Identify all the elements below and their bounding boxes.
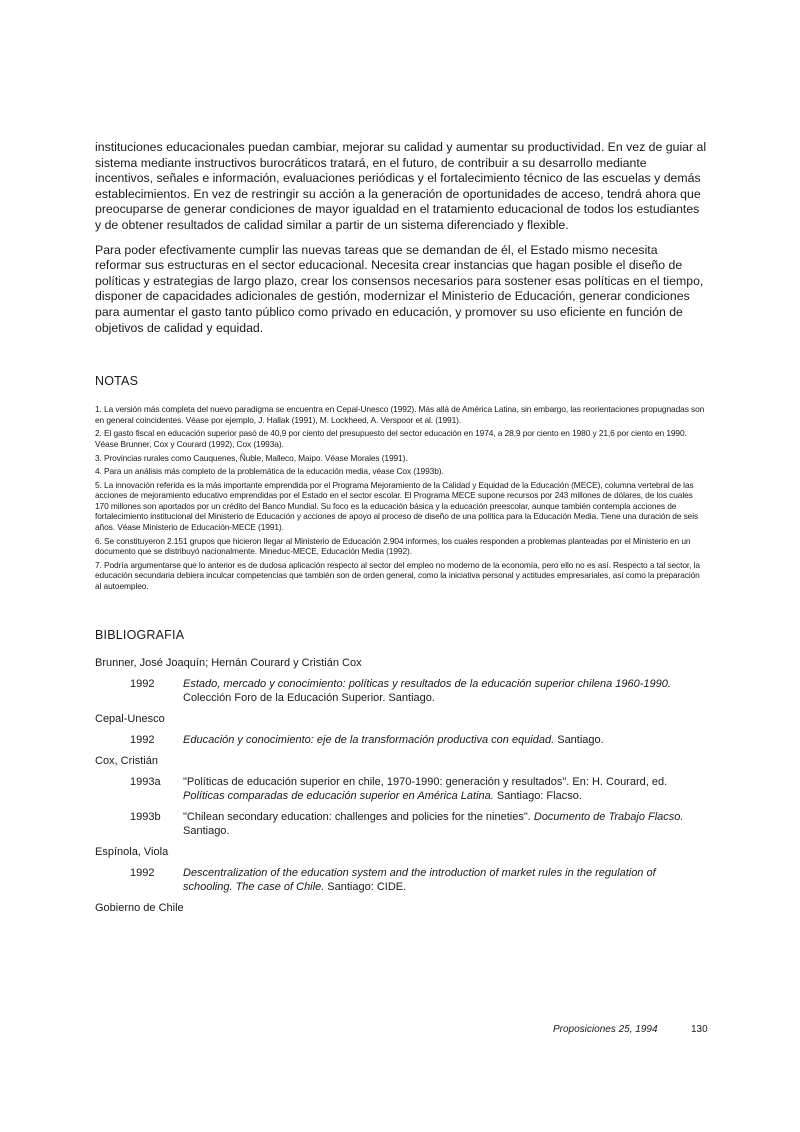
notes-list [95,404,707,592]
note-item: 3. Provincias rurales como Cauquenes, Ñuble, Malleco, Maipo. Véase Morales (1991). [95,452,408,463]
bib-year: 1993a [130,775,161,788]
bib-entry [95,733,707,747]
bib-text: Estado, mercado y conocimiento: políticas y resultados de la educación superior chilena 1960-1990. Colección Foro de la Educación Superior. Santiago. [183,677,671,704]
page-content [95,140,707,922]
bib-entry [95,866,707,894]
bibliography-list [95,656,707,915]
bibliografia-heading: BIBLIOGRAFIA [95,627,185,642]
bib-text: Educación y conocimiento: eje de la transformación productiva con equidad. Santiago. [183,733,604,746]
bib-author: Brunner, José Joaquín; Hernán Courard y Cristián Cox [95,656,362,669]
bib-author: Cox, Cristián [95,754,158,767]
page-number: 130 [691,1024,708,1035]
note-item: 6. Se constituyeron 2.151 grupos que hicieron llegar al Ministerio de Educación 2.904 informes, los cuales responden a problemas planteadas por el Ministerio en un documento que se distribuyó nacionalmente. Mineduc-MECE, Educación Media (1992). [95,535,691,557]
bib-author: Gobierno de Chile [95,901,184,914]
page-footer [553,1024,708,1035]
bib-entry [95,775,707,803]
bib-text: "Chilean secondary education: challenges and policies for the nineties". Documento de Trabajo Flacso. Santiago. [183,810,684,837]
bib-text: "Políticas de educación superior en chile, 1970-1990: generación y resultados". En: H. Courard, ed. Políticas comparadas de educación superior en América Latina. Santiago: Flacso. [183,775,668,802]
journal-citation: Proposiciones 25, 1994 [553,1024,658,1035]
bib-author: Espínola, Viola [95,845,169,858]
bib-year: 1993b [130,810,161,823]
note-item: 5. La innovación referida es la más importante emprendida por el Programa Mejoramiento de la Calidad y Equidad de la Educación (MECE), columna vertebral de las acciones de mejoramiento educativo emprendidas por el Estado en el sector escolar. El Programa MECE supone recursos por 243 millones de dólares, de los cuales 170 millones son aportados por un crédito del Banco Mundial. Su foco es la educación básica y la educación preescolar, aunque también contempla acciones de fortalecimiento institucional del Ministerio de Educación y acciones de apoyo al proceso de diseño de una política para la Educación Media. Tiene una duración de seis años. Véase Ministerio de Educación-MECE (1991). [95,479,699,533]
bib-year: 1992 [130,733,155,746]
bib-year: 1992 [130,677,155,690]
note-item: 2. El gasto fiscal en educación superior pasó de 40,9 por ciento del presupuesto del sector educación en 1974, a 28,9 por ciento en 1980 y 21,6 por ciento en 1990. Véase Brunner, Cox y Courard (1992), Cox (1993a). [95,428,687,449]
bib-entry [95,677,707,705]
notas-heading: NOTAS [95,374,139,389]
bib-entry [95,810,707,838]
note-item: 4. Para un análisis más completo de la problemática de la educación media, véase Cox (1993b). [95,466,444,477]
bib-year: 1992 [130,866,155,879]
note-item: 7. Podría argumentarse que lo anterior es de dudosa aplicación respecto al sector del empleo no moderno de la economía, pero ello no es así. Respecto a tal sector, la educación secundaria debiera inculcar competencias que también son de orden general, como la iniciativa personal y actitudes empresariales, así como la preparación al autoempleo. [95,559,700,592]
bib-text: Descentralization of the education system and the introduction of market rules in the regulation of schooling. The case of Chile. Santiago: CIDE. [183,866,656,893]
body-paragraph: Para poder efectivamente cumplir las nuevas tareas que se demandan de él, el Estado mismo necesita reformar sus estructuras en el sector educacional. Necesita crear instancias que hagan posible el diseño de políticas y estrategias de largo plazo, crear los consensos necesarios para sostener esas políticas en el tiempo, disponer de capacidades adicionales de gestión, modernizar el Ministerio de Educación, generar condiciones para aumentar el gasto tanto público como privado en educación, y promover su uso eficiente en función de objetivos de calidad y equidad. [95,242,704,335]
note-item: 1. La versión más completa del nuevo paradigma se encuentra en Cepal-Unesco (1992). Más allá de América Latina, sin embargo, las reorientaciones propugnadas son en general coincidentes. Véase por ejemplo, J. Hallak (1991), M. Lockheed, A. Verspoor et al. (1991). [95,404,705,425]
bib-author: Cepal-Unesco [95,712,165,725]
body-paragraph: instituciones educacionales puedan cambiar, mejorar su calidad y aumentar su productividad. En vez de guiar al sistema mediante instructivos burocráticos tratará, en el futuro, de contribuir a su desarrollo mediante incentivos, señales e información, evaluaciones periódicas y el fortalecimiento técnico de las escuelas y demás establecimientos. En vez de restringir su acción a la generación de oportunidades de acceso, tendrá ahora que preocuparse de generar condiciones de mayor igualdad en el tratamiento educacional de todos los estudiantes y de obtener resultados de calidad similar a partir de un sistema diferenciado y flexible. [95,140,707,232]
